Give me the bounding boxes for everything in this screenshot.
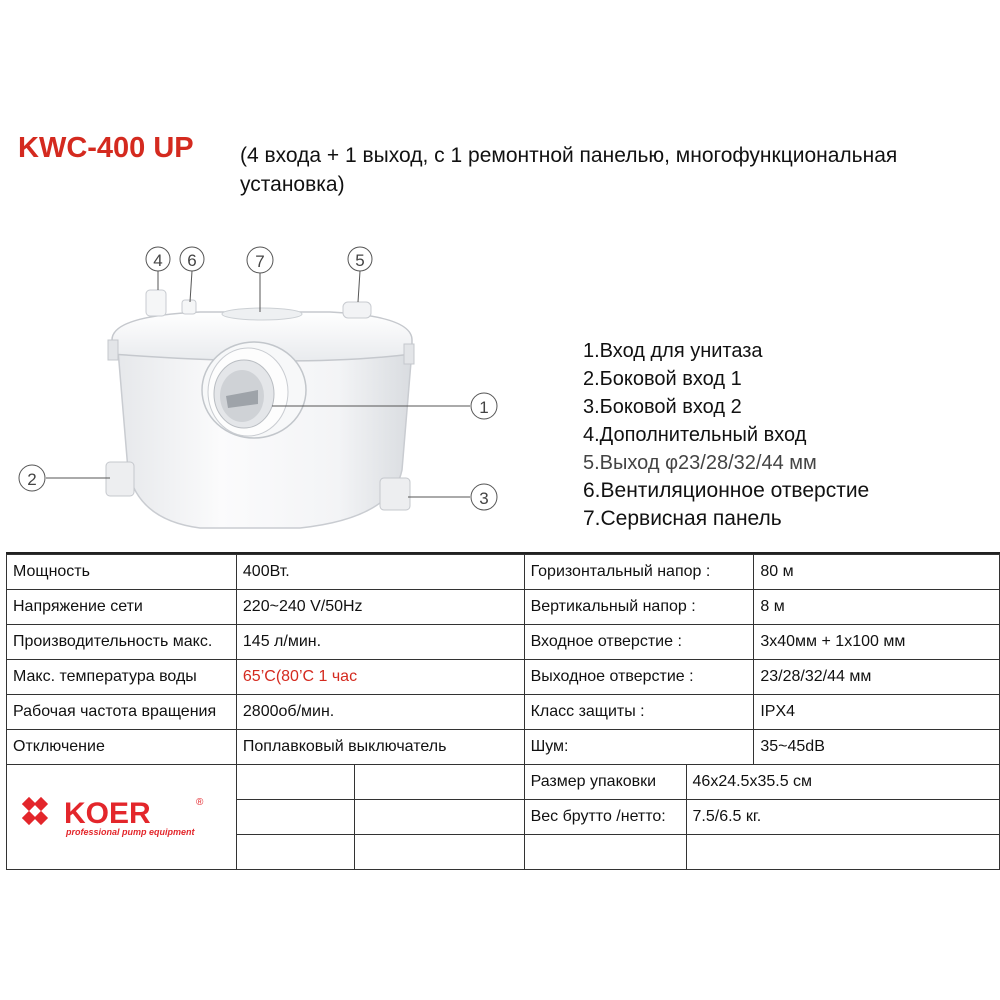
spec-value: 220~240 V/50Hz xyxy=(236,590,524,625)
table-row xyxy=(7,555,1000,590)
spec-label: Напряжение сети xyxy=(7,590,237,625)
spec-label: Макс. температура воды xyxy=(7,660,237,695)
callout-2 xyxy=(19,465,45,491)
callout-6-label: 6 xyxy=(187,251,197,270)
empty-cell xyxy=(236,835,354,870)
legend-item: 1.Вход для унитаза xyxy=(583,340,763,362)
spec-value: 80 м xyxy=(754,555,1000,590)
empty-cell xyxy=(236,765,354,800)
empty-cell xyxy=(236,800,354,835)
empty-cell xyxy=(354,800,524,835)
spec-label: Размер упаковки xyxy=(524,765,686,800)
legend-item: 2.Боковой вход 1 xyxy=(583,368,742,390)
empty-cell xyxy=(354,765,524,800)
spec-value: 3x40мм + 1x100 мм xyxy=(754,625,1000,660)
callout-1 xyxy=(471,393,497,419)
legend-item: 7.Сервисная панель xyxy=(583,507,782,530)
legend-item: 3.Боковой вход 2 xyxy=(583,396,742,418)
callout-4 xyxy=(146,247,170,271)
spec-value: IPX4 xyxy=(754,695,1000,730)
spec-label: Шум: xyxy=(524,730,754,765)
koer-diamond-icon xyxy=(22,794,56,831)
table-row xyxy=(7,625,1000,660)
table-top-rule xyxy=(6,552,1000,554)
spec-label: Рабочая частота вращения xyxy=(7,695,237,730)
empty-cell xyxy=(686,835,999,870)
legend-item: 4.Дополнительный вход xyxy=(583,424,807,446)
callout-7-label: 7 xyxy=(255,252,265,271)
spec-value: 145 л/мин. xyxy=(236,625,524,660)
callout-3 xyxy=(471,484,497,510)
empty-cell xyxy=(524,835,686,870)
callout-1-label: 1 xyxy=(479,398,489,417)
spec-label: Класс защиты : xyxy=(524,695,754,730)
model-title: KWC-400 UP xyxy=(18,132,194,164)
table-row xyxy=(7,590,1000,625)
spec-value: 65’C(80’C 1 час xyxy=(236,660,524,695)
spec-value: 46x24.5x35.5 см xyxy=(686,765,999,800)
table-row xyxy=(7,660,1000,695)
callout-3-label: 3 xyxy=(479,489,489,508)
spec-label: Мощность xyxy=(7,555,237,590)
callout-5-label: 5 xyxy=(355,251,365,270)
pump-illustration xyxy=(0,230,530,550)
spec-value: 23/28/32/44 мм xyxy=(754,660,1000,695)
callout-4-label: 4 xyxy=(153,251,163,270)
table-row xyxy=(7,730,1000,765)
callout-2-label: 2 xyxy=(27,470,37,489)
legend-item: 5.Выход φ23/28/32/44 мм xyxy=(583,452,817,474)
model-subtitle: (4 входа + 1 выход, с 1 ремонтной панелью, многофункциональная установка) xyxy=(240,144,898,196)
spec-label: Отключение xyxy=(7,730,237,765)
spec-value: 8 м xyxy=(754,590,1000,625)
spec-value: 400Вт. xyxy=(236,555,524,590)
spec-label: Горизонтальный напор : xyxy=(524,555,754,590)
spec-value: 35~45dB xyxy=(754,730,1000,765)
callout-5 xyxy=(348,247,372,271)
spec-label: Входное отверстие : xyxy=(524,625,754,660)
spec-value: Поплавковый выключатель xyxy=(236,730,524,765)
spec-value: 2800об/мин. xyxy=(236,695,524,730)
spec-label: Вертикальный напор : xyxy=(524,590,754,625)
spec-label: Вес брутто /нетто: xyxy=(524,800,686,835)
spec-label: Производительность макс. xyxy=(7,625,237,660)
legend-item: 6.Вентиляционное отверстие xyxy=(583,479,870,502)
callout-7 xyxy=(247,247,273,273)
logo-brand: KOER xyxy=(64,797,151,830)
empty-cell xyxy=(354,835,524,870)
table-row xyxy=(7,695,1000,730)
spec-value: 7.5/6.5 кг. xyxy=(686,800,999,835)
spec-label: Выходное отверстие : xyxy=(524,660,754,695)
callout-6 xyxy=(180,247,204,271)
koer-logo xyxy=(22,793,222,839)
logo-registered: ® xyxy=(196,797,204,808)
parts-legend xyxy=(583,337,869,533)
logo-tagline: professional pump equipment xyxy=(66,827,195,837)
